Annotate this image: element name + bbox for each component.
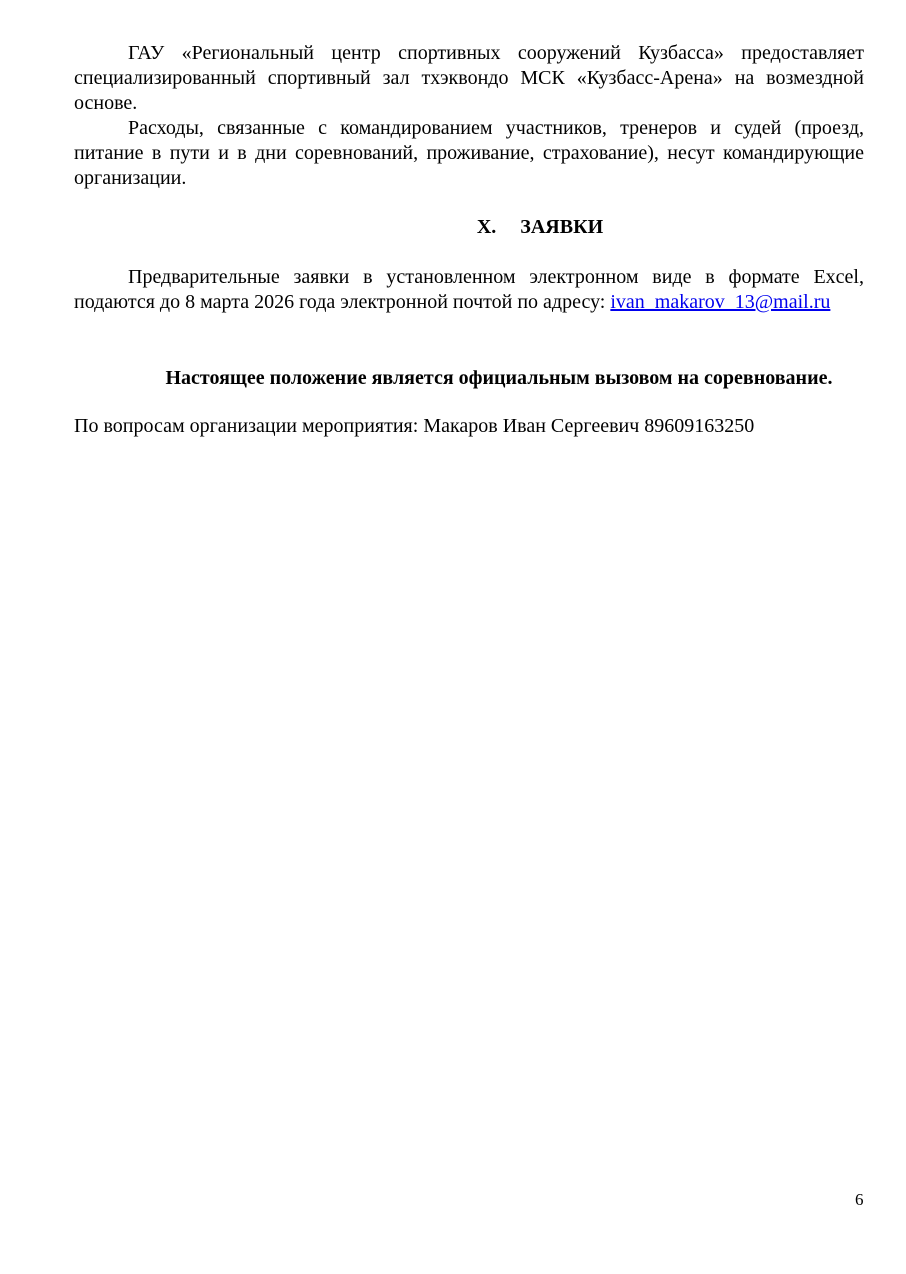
applications-text: Предварительные заявки в установленном электронном виде в формате Excel, подаются до 8 марта 2026 года электронной почтой по адресу:: [74, 266, 864, 313]
document-page: [74, 41, 864, 439]
section-title: ЗАЯВКИ: [520, 216, 604, 238]
applications-paragraph: [74, 265, 864, 315]
section-number: X.: [476, 216, 497, 238]
section-heading: [74, 215, 864, 240]
expenses-paragraph: Расходы, связанные с командированием участников, тренеров и судей (проезд, питание в пути и в дни соревнований, проживание, страхование), несут командирующие организации.: [74, 117, 864, 189]
contact-line: По вопросам организации мероприятия: Макаров Иван Сергеевич 89609163250: [74, 415, 755, 437]
email-link[interactable]: ivan_makarov_13@mail.ru: [610, 291, 831, 313]
venue-paragraph: ГАУ «Региональный центр спортивных сооружений Кузбасса» предоставляет специализированный спортивный зал тхэквондо МСК «Кузбасс-Арена» на возмездной основе.: [74, 42, 864, 114]
page-number: 6: [855, 1190, 864, 1209]
official-notice: Настоящее положение является официальным вызовом на соревнование.: [165, 367, 833, 389]
